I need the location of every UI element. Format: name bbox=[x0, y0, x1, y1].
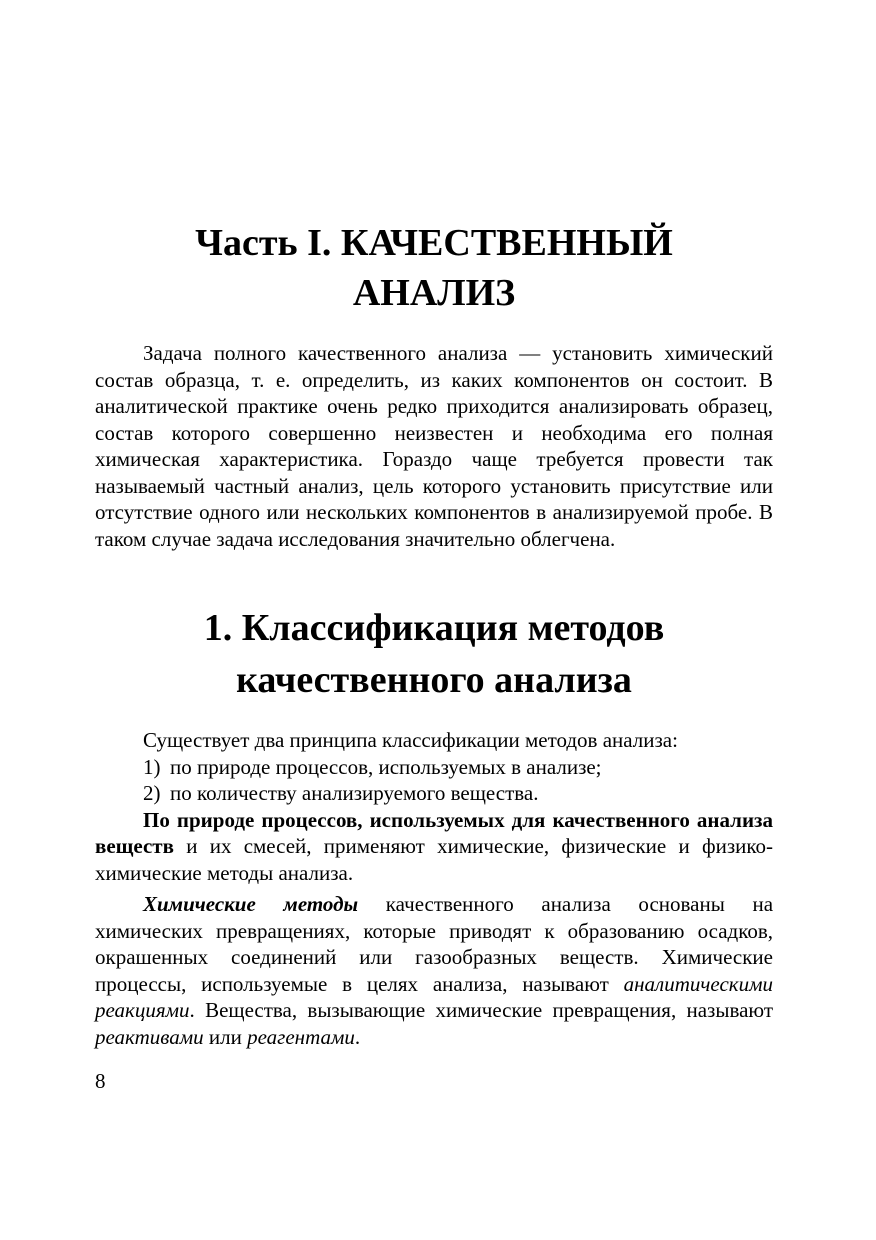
section-title-line-1: 1. Классификация методов bbox=[203, 607, 665, 649]
chemical-methods-term: Химические методы bbox=[143, 892, 359, 916]
principle-list-item bbox=[95, 780, 773, 807]
section-title-line-2: качественного анализа bbox=[236, 659, 632, 701]
chemical-methods-text-2: . Вещества, вызывающие химические превращения, называют bbox=[189, 998, 773, 1022]
intro-paragraph: Задача полного качественного анализа — установить химический состав образца, т. е. определить, из каких компонентов он состоит. В аналитической практике очень редко приходится анализировать образец, состав которого совершенно неизвестен и необходима его полная химическая характеристика. Гораздо чаще требуется провести так называемый частный анализ, цель которого установить присутствие или отсутствие одного или нескольких компонентов в анализируемой пробе. В таком случае задача исследования значительно облегчена. bbox=[95, 341, 773, 551]
by-nature-rest: и их смесей, применяют химические, физические и физико-химические методы анализа. bbox=[95, 834, 773, 885]
term-analytical-reactions: аналитическими реакциями bbox=[95, 971, 773, 1022]
principle-list-item bbox=[95, 754, 773, 781]
list-item-text: по количеству анализируемого вещества. bbox=[170, 781, 539, 805]
part-title-line-1: Часть I. КАЧЕСТВЕННЫЙ bbox=[195, 222, 673, 264]
section-body bbox=[95, 727, 773, 1050]
part-title-line-2: АНАЛИЗ bbox=[352, 272, 516, 314]
page-number: 8 bbox=[95, 1069, 106, 1093]
chemical-methods-text-3: или bbox=[203, 1024, 248, 1049]
by-nature-paragraph bbox=[95, 807, 773, 887]
term-reactives: реактивами bbox=[95, 1024, 204, 1049]
chemical-methods-text-4: . bbox=[354, 1024, 361, 1049]
chemical-methods-paragraph bbox=[95, 891, 773, 1050]
list-item-number: 2) bbox=[143, 781, 161, 805]
list-item-number: 1) bbox=[143, 754, 161, 779]
classification-intro: Существует два принципа классификации методов анализа: bbox=[143, 728, 678, 752]
by-nature-bold-lead: По природе процессов, используемых для качественного анализа веществ bbox=[95, 807, 773, 858]
term-reagents: реагентами bbox=[247, 1024, 355, 1049]
list-item-text: по природе процессов, используемых в анализе; bbox=[170, 754, 602, 779]
part-title bbox=[95, 218, 773, 318]
chemical-methods-text-1: качественного анализа основаны на химических превращениях, которые приводят к образованию осадков, окрашенных соединений или газообразных веществ. Химические процессы, используемые в целях анализа, называют bbox=[95, 892, 774, 996]
section-title bbox=[95, 602, 773, 706]
